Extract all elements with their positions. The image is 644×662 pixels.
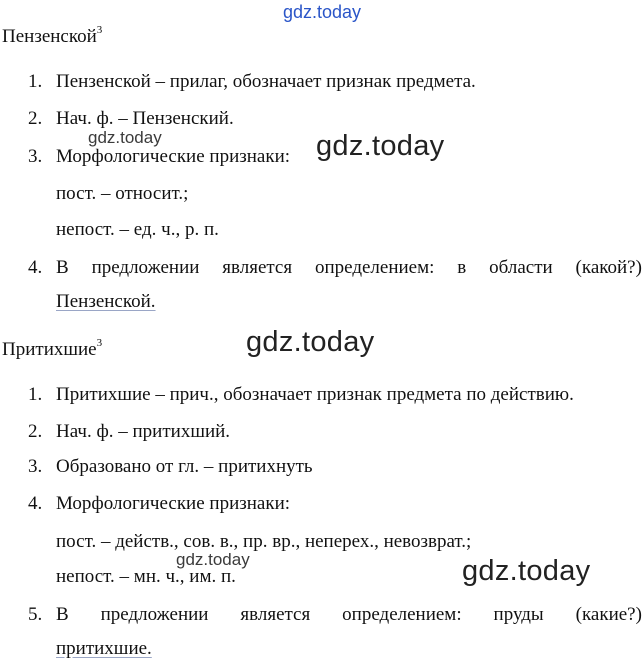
section-2-variable-features: непост. – мн. ч., им. п. [56, 566, 236, 587]
word: (какой?) [575, 257, 642, 278]
item-number: 4. [28, 257, 43, 278]
item-number: 1. [28, 71, 43, 92]
item-number: 3. [28, 146, 43, 167]
word: пруды [493, 604, 544, 625]
word: (какие?) [575, 604, 642, 625]
section-1-heading-superscript: 3 [96, 24, 103, 36]
item-text-justified [56, 257, 642, 279]
word: предложении [91, 257, 200, 278]
item-number: 3. [28, 456, 43, 477]
item-continuation: Пензенской. [56, 291, 156, 312]
word: предложении [100, 604, 209, 625]
item-number: 2. [28, 421, 43, 442]
watermark-small-2: gdz.today [176, 550, 250, 569]
item-number: 2. [28, 108, 43, 129]
item-number: 1. [28, 384, 43, 405]
watermark-large-1: gdz.today [316, 130, 445, 162]
item-text: Нач. ф. – Пензенский. [56, 108, 234, 129]
section-2-heading-superscript: 3 [96, 337, 103, 349]
item-text-justified [56, 604, 642, 626]
section-2-constant-features: пост. – действ., сов. в., пр. вр., неперех., невозврат.; [56, 531, 472, 552]
watermark-small-1: gdz.today [88, 128, 162, 147]
section-1-constant-features: пост. – относит.; [56, 183, 189, 204]
item-number: 5. [28, 604, 43, 625]
item-continuation: притихшие. [56, 638, 152, 659]
section-1-heading [2, 26, 102, 48]
item-text: Притихшие – прич., обозначает признак предмета по действию. [56, 384, 574, 405]
section-1-variable-features: непост. – ед. ч., р. п. [56, 219, 219, 240]
word: определением: [314, 257, 435, 278]
word: определением: [342, 604, 462, 625]
item-number: 4. [28, 493, 43, 514]
section-1-heading-text: Пензенской [2, 26, 97, 47]
item-text: Морфологические признаки: [56, 493, 291, 514]
item-text: Морфологические признаки: [56, 146, 291, 167]
word: В [56, 257, 69, 278]
item-text: Образовано от гл. – притихнуть [56, 456, 313, 477]
word: В [56, 604, 69, 625]
item-text: Нач. ф. – притихший. [56, 421, 231, 442]
section-2-heading [2, 339, 102, 361]
word: области [489, 257, 553, 278]
word: является [240, 604, 311, 625]
word: в [457, 257, 467, 278]
watermark-top: gdz.today [283, 2, 362, 22]
section-2-heading-text: Притихшие [2, 339, 97, 360]
word: является [222, 257, 293, 278]
item-text: Пензенской – прилаг, обозначает признак предмета. [56, 71, 476, 92]
watermark-large-3: gdz.today [462, 555, 591, 587]
watermark-large-2: gdz.today [246, 326, 375, 358]
